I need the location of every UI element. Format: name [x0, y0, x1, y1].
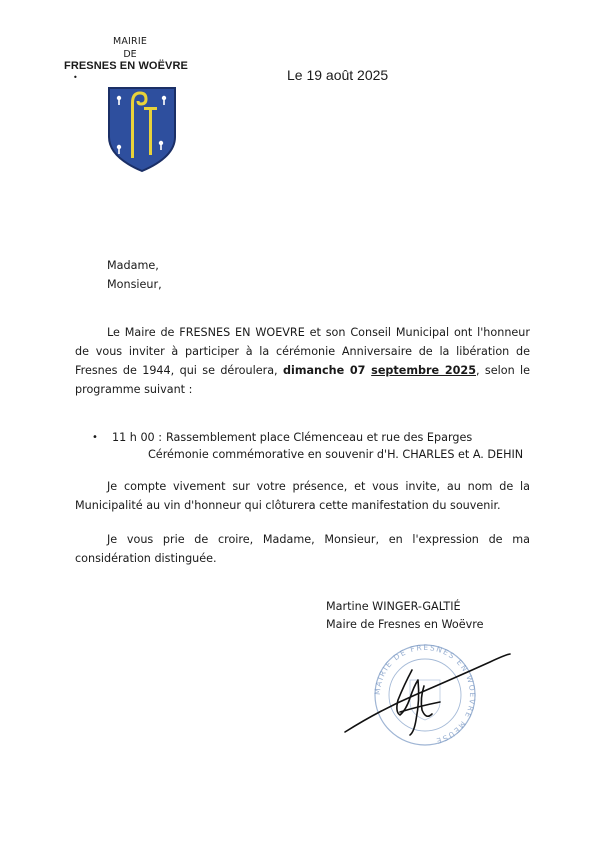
commune-name: FRESNES EN WOËVRE	[64, 60, 188, 72]
event-month-year: septembre 2025	[371, 364, 476, 377]
closing-paragraph	[75, 530, 530, 568]
para1-line2: de vous inviter à participer à la cérémonie Anniversaire de la libération de	[75, 345, 530, 358]
bullet-icon: •	[92, 432, 98, 443]
salutation-madame: Madame,	[107, 259, 159, 272]
program-time: 11 h 00 :	[112, 431, 162, 444]
program-ceremony: Cérémonie commémorative en souvenir d'H. CHARLES et A. DEHIN	[148, 448, 524, 461]
coat-of-arms-icon	[106, 85, 178, 173]
event-day: dimanche 07	[282, 364, 372, 377]
official-stamp-signature	[340, 640, 520, 750]
para1-line3-post: , selon le	[475, 364, 531, 377]
para2-line2: Municipalité au vin d'honneur qui clôturera cette manifestation du souvenir.	[75, 499, 501, 512]
reception-paragraph	[75, 477, 530, 515]
para2-line1: Je compte vivement sur votre présence, et vous invite, au nom de la	[107, 480, 530, 493]
program-gathering: Rassemblement place Clémenceau et rue des Eparges	[166, 431, 473, 444]
signature-icon	[345, 654, 510, 735]
para3-line1: Je vous prie de croire, Madame, Monsieur, en l'expression de ma	[107, 533, 530, 546]
para3-line2: considération distinguée.	[75, 552, 217, 565]
para1-line3	[75, 361, 530, 380]
invitation-paragraph	[75, 323, 530, 399]
stamp-icon	[373, 643, 477, 746]
header-dot: •	[73, 73, 78, 82]
salutation	[107, 256, 307, 294]
para1-line1: Le Maire de FRESNES EN WOEVRE et son Conseil Municipal ont l'honneur	[107, 326, 530, 339]
letter-date: Le 19 août 2025	[287, 67, 389, 83]
para1-line4: programme suivant :	[75, 383, 193, 396]
signatory-name: Martine WINGER-GALTIÉ	[326, 600, 461, 613]
signatory-title: Maire de Fresnes en Woëvre	[326, 618, 484, 631]
mairie-label: MAIRIE	[112, 36, 148, 47]
salutation-monsieur: Monsieur,	[107, 278, 162, 291]
mairie-de-label: DE	[123, 49, 137, 60]
stamp-text: MAIRIE DE FRESNES EN WOEVRE MEUSE	[372, 642, 478, 746]
para1-line3-pre: Fresnes de 1944, qui se déroulera,	[75, 364, 283, 377]
